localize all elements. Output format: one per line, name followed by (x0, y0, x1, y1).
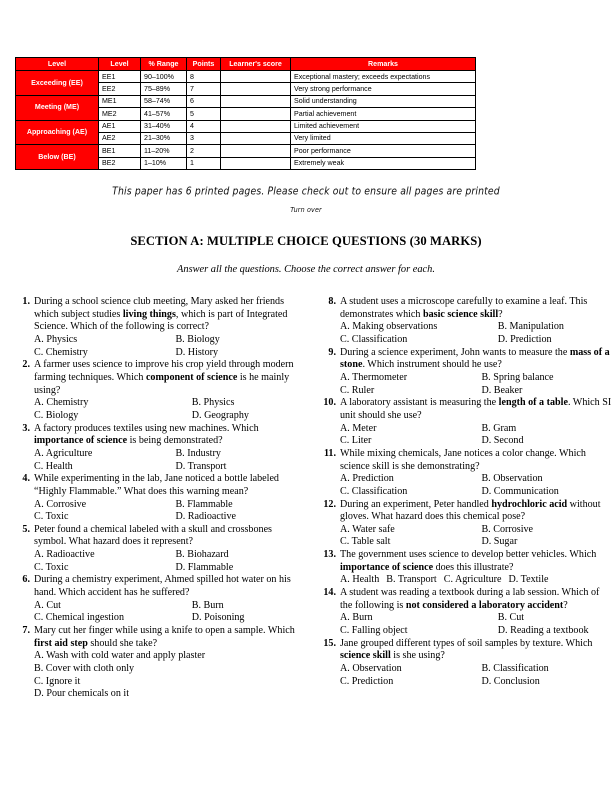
option-row (34, 688, 306, 701)
question-number: 8. (328, 296, 336, 307)
question-stem (340, 549, 612, 574)
section-a-heading: SECTION A: MULTIPLE CHOICE QUESTIONS (30 MARKS) (130, 234, 482, 248)
rubric-remarks: Partial achievement (291, 108, 476, 120)
question-stem (340, 397, 612, 422)
rubric-header-row (16, 58, 476, 71)
option-row (34, 600, 306, 613)
option-row (34, 448, 306, 461)
table-row (16, 71, 476, 83)
rubric-remarks: Poor performance (291, 145, 476, 157)
option-item[interactable]: D. Sugar (481, 536, 518, 548)
option-item[interactable]: C. Prediction (340, 675, 394, 687)
turn-over-note: Turn over (290, 205, 322, 215)
question-text: Jane grouped different types of soil samples by texture. Which (340, 637, 593, 649)
option-row (34, 650, 306, 663)
option-row (340, 676, 612, 689)
question-number: 9. (328, 346, 336, 358)
option-item[interactable]: B. Industry (175, 447, 221, 459)
option-list (340, 473, 612, 498)
rubric-learner-score[interactable] (221, 120, 291, 132)
table-row (16, 95, 476, 107)
option-row (34, 676, 306, 689)
question-item (16, 473, 306, 524)
rubric-learner-score[interactable] (221, 95, 291, 107)
rubric-level-group: Below (BE) (16, 145, 99, 170)
rubric-range: 75–89% (141, 83, 187, 95)
rubric-sublevel: ME2 (99, 108, 141, 120)
rubric-table (15, 57, 476, 170)
question-item (322, 296, 612, 347)
option-item[interactable]: B. Cover with cloth only (34, 663, 135, 675)
option-item[interactable]: A. Physics (34, 333, 78, 345)
question-text: Mary cut her finger while using a knife to open a sample. Which (34, 625, 295, 637)
option-row (340, 423, 612, 436)
question-keyword: hydrochloric acid (491, 498, 568, 510)
option-item[interactable]: B. Transport (386, 574, 437, 586)
option-item[interactable]: D. Second (481, 435, 524, 447)
question-keyword: not considered a laboratory accident (405, 599, 564, 611)
option-item[interactable]: D. History (175, 346, 219, 358)
option-item[interactable]: B. Observation (481, 473, 543, 485)
option-item[interactable]: B. Spring balance (481, 371, 554, 383)
rubric-range: 21–30% (141, 132, 187, 144)
question-text: , which is part of Integrated Science. Which of the following is correct? (34, 308, 288, 333)
option-item[interactable]: C. Classification (340, 333, 408, 345)
question-item (322, 549, 612, 587)
question-number: 13. (323, 549, 336, 561)
rubric-sublevel: ME1 (99, 95, 141, 107)
option-item[interactable]: A. Wash with cold water and apply plaster (34, 650, 206, 662)
rubric-points: 4 (187, 120, 221, 132)
option-list (34, 334, 306, 359)
option-row (340, 334, 612, 347)
rubric-learner-score[interactable] (221, 145, 291, 157)
question-text: should she take? (87, 637, 158, 649)
question-number: 15. (323, 637, 336, 649)
option-item[interactable]: B. Cut (497, 612, 525, 624)
question-number: 3. (22, 422, 30, 434)
option-item[interactable]: A. Thermometer (340, 371, 408, 383)
option-item[interactable]: D. Textile (508, 574, 549, 586)
question-body (340, 549, 612, 587)
option-row (34, 562, 306, 575)
question-text: While mixing chemicals, Jane notices a color change. Which science skill is she demonstrating? (340, 447, 586, 472)
option-item[interactable]: A. Cut (34, 599, 61, 611)
option-row (34, 549, 306, 562)
option-item[interactable]: D. Beaker (481, 384, 523, 396)
rubric-learner-score[interactable] (221, 71, 291, 83)
rubric-points: 6 (187, 95, 221, 107)
rubric-learner-score[interactable] (221, 83, 291, 95)
question-body (34, 473, 306, 524)
question-body (340, 638, 612, 689)
option-row (34, 461, 306, 474)
option-row (340, 385, 612, 398)
question-text: During an experiment, Peter handled (340, 498, 492, 510)
rubric-range: 90–100% (141, 71, 187, 83)
option-row (34, 663, 306, 676)
question-stem (34, 359, 306, 397)
option-item[interactable]: A. Radioactive (34, 549, 95, 561)
rubric-level-group: Approaching (AE) (16, 120, 99, 145)
option-item[interactable]: B. Classification (481, 663, 549, 675)
option-item[interactable]: B. Gram (481, 422, 517, 434)
option-row (340, 625, 612, 638)
rubric-level-group: Exceeding (EE) (16, 71, 99, 96)
option-row (340, 612, 612, 625)
option-list (34, 650, 306, 701)
question-body (34, 423, 306, 474)
question-text: without gloves. What hazard does this chemical pose? (340, 498, 601, 523)
question-body (340, 587, 612, 638)
option-item[interactable]: A. Observation (340, 663, 402, 675)
question-text: During a science experiment, John wants to measure the (340, 346, 570, 358)
rubric-points: 7 (187, 83, 221, 95)
rubric-points: 1 (187, 157, 221, 169)
question-item (322, 499, 612, 550)
option-item[interactable]: C. Health (34, 460, 73, 472)
question-text: Peter found a chemical labeled with a skull and crossbones symbol. What hazard does it represent? (34, 523, 272, 548)
option-item[interactable]: A. Chemistry (34, 397, 89, 409)
option-item[interactable]: C. Liter (340, 435, 372, 447)
option-list (34, 549, 306, 574)
option-item[interactable]: B. Biohazard (175, 549, 229, 561)
question-body (340, 448, 612, 499)
option-item[interactable]: B. Corrosive (481, 523, 534, 535)
option-row (340, 372, 612, 385)
question-stem (34, 574, 306, 599)
question-keyword: basic science skill (422, 308, 499, 320)
question-body (34, 296, 306, 359)
option-row (34, 334, 306, 347)
question-number: 1. (22, 296, 30, 307)
rubric-sublevel: AE2 (99, 132, 141, 144)
option-item[interactable]: A. Meter (340, 422, 377, 434)
question-stem (340, 499, 612, 524)
rubric-learner-score[interactable] (221, 132, 291, 144)
question-stem (34, 524, 306, 549)
option-row (34, 347, 306, 360)
question-item (16, 296, 306, 359)
rubric-learner-score[interactable] (221, 157, 291, 169)
option-row (34, 511, 306, 524)
option-item[interactable]: A. Burn (340, 612, 373, 624)
option-row (340, 321, 612, 334)
option-item[interactable]: C. Biology (34, 409, 79, 421)
option-item[interactable]: A. Agriculture (34, 447, 93, 459)
question-text: A farmer uses science to improve his crop yield through modern farming techniques. Which (34, 359, 294, 383)
question-stem (34, 473, 306, 498)
option-row (340, 574, 612, 587)
question-body (34, 359, 306, 422)
rubric-range: 58–74% (141, 95, 187, 107)
option-item[interactable]: C. Agriculture (443, 574, 502, 586)
option-list (340, 612, 612, 637)
rubric-remarks: Very limited (291, 132, 476, 144)
question-number: 5. (22, 523, 30, 535)
question-number: 2. (22, 359, 30, 371)
rubric-level-group: Meeting (ME) (16, 95, 99, 120)
question-text: While experimenting in the lab, Jane noticed a bottle labeled “Highly Flammable.” What does this warning mean? (34, 473, 279, 497)
option-list (340, 321, 612, 346)
rubric-remarks: Extremely weak (291, 157, 476, 169)
table-row (16, 145, 476, 157)
option-row (340, 473, 612, 486)
question-stem (340, 638, 612, 663)
option-list (340, 574, 612, 587)
question-item (16, 524, 306, 575)
question-text: ? (498, 308, 503, 320)
rubric-remarks: Solid understanding (291, 95, 476, 107)
question-keyword: component of science (145, 371, 238, 383)
question-stem (340, 587, 612, 612)
rubric-range: 31–40% (141, 120, 187, 132)
rubric-points: 2 (187, 145, 221, 157)
option-item[interactable]: B. Flammable (175, 498, 233, 510)
question-text: During a chemistry experiment, Ahmed spilled hot water on his hand. Which accident has he suffered? (34, 574, 291, 599)
question-body (34, 574, 306, 625)
question-text: is she using? (390, 650, 445, 662)
rubric-learner-score[interactable] (221, 108, 291, 120)
question-text: is being demonstrated? (127, 435, 223, 447)
option-row (34, 410, 306, 423)
question-keyword: importance of science (340, 561, 434, 573)
option-list (34, 499, 306, 524)
rubric-range: 11–20% (141, 145, 187, 157)
table-row (16, 120, 476, 132)
rubric-table-container (15, 57, 475, 170)
question-stem (34, 296, 306, 334)
question-text: ? (563, 599, 568, 611)
option-item[interactable]: A. Making observations (340, 321, 438, 333)
rubric-points: 5 (187, 108, 221, 120)
question-item (322, 448, 612, 499)
option-item[interactable]: B. Biology (175, 333, 220, 345)
question-body (340, 397, 612, 448)
question-keyword: science skill (340, 650, 391, 662)
option-item[interactable]: D. Pour chemicals on it (34, 688, 130, 700)
question-keyword: mass of a stone (340, 346, 610, 371)
option-row (34, 499, 306, 512)
option-item[interactable]: C. Chemical ingestion (34, 612, 124, 624)
question-keyword: length of a table (498, 397, 568, 409)
option-list (34, 600, 306, 625)
option-item[interactable]: D. Poisoning (191, 612, 245, 624)
rubric-range: 1–10% (141, 157, 187, 169)
question-number: 11. (323, 447, 336, 459)
question-stem (340, 448, 612, 473)
option-row (340, 435, 612, 448)
option-item[interactable]: B. Burn (191, 599, 224, 611)
question-item (16, 359, 306, 422)
rubric-remarks: Exceptional mastery; exceeds expectations (291, 71, 476, 83)
option-list (340, 663, 612, 688)
question-columns (0, 296, 612, 701)
option-item[interactable]: A. Corrosive (34, 498, 87, 510)
rubric-header-sublevel: Level (99, 58, 141, 71)
rubric-body (16, 71, 476, 170)
question-item (16, 574, 306, 625)
question-text: A factory produces textiles using new machines. Which (34, 422, 259, 434)
option-item[interactable]: D. Communication (481, 485, 559, 497)
question-number: 10. (323, 397, 336, 409)
option-row (340, 536, 612, 549)
question-body (34, 625, 306, 701)
question-stem (34, 625, 306, 650)
question-number: 7. (22, 625, 30, 637)
rubric-header-points: Points (187, 58, 221, 71)
option-row (34, 397, 306, 410)
option-list (34, 397, 306, 422)
question-item (16, 423, 306, 474)
option-item[interactable]: A. Prediction (340, 473, 394, 485)
option-list (34, 448, 306, 473)
option-list (340, 524, 612, 549)
question-body (34, 524, 306, 575)
question-item (322, 638, 612, 689)
rubric-range: 41–57% (141, 108, 187, 120)
rubric-header-learner-score: Learner's score (221, 58, 291, 71)
option-item[interactable]: C. Classification (340, 485, 408, 497)
rubric-header-remarks: Remarks (291, 58, 476, 71)
rubric-points: 3 (187, 132, 221, 144)
option-item[interactable]: D. Radioactive (175, 511, 236, 523)
option-item[interactable]: A. Water safe (340, 523, 395, 535)
option-row (34, 612, 306, 625)
printed-pages-note: This paper has 6 printed pages. Please check out to ensure all pages are printed (112, 185, 500, 198)
question-stem (340, 296, 612, 321)
option-item[interactable]: B. Manipulation (497, 321, 564, 333)
question-text: is he mainly using? (34, 371, 290, 396)
question-text: . Which instrument should he use? (362, 359, 502, 371)
question-body (340, 347, 612, 398)
option-row (340, 486, 612, 499)
option-item[interactable]: D. Reading a textbook (497, 625, 589, 637)
question-stem (340, 347, 612, 372)
option-item[interactable]: C. Table salt (340, 536, 391, 548)
question-body (340, 499, 612, 550)
question-text: A laboratory assistant is measuring the (340, 397, 499, 409)
rubric-remarks: Very strong performance (291, 83, 476, 95)
section-a-instruction: Answer all the questions. Choose the correct answer for each. (177, 264, 435, 275)
question-number: 12. (323, 498, 336, 510)
question-body (340, 296, 612, 347)
rubric-sublevel: AE1 (99, 120, 141, 132)
question-text: The government uses science to develop better vehicles. Which (340, 549, 597, 561)
question-text: . Which SI unit should she use? (340, 397, 612, 421)
rubric-remarks: Limited achievement (291, 120, 476, 132)
option-item[interactable]: C. Toxic (34, 561, 69, 573)
option-item[interactable]: C. Toxic (34, 511, 69, 523)
rubric-sublevel: BE1 (99, 145, 141, 157)
question-keyword: first aid step (34, 637, 88, 649)
option-item[interactable]: C. Falling object (340, 625, 408, 637)
question-text: does this illustrate? (433, 561, 514, 573)
option-item[interactable]: C. Ignore it (34, 675, 81, 687)
option-item[interactable]: B. Physics (191, 397, 235, 409)
question-column-left (16, 296, 306, 701)
question-stem (34, 423, 306, 448)
question-item (322, 347, 612, 398)
rubric-header-level: Level (16, 58, 99, 71)
rubric-header-range: % Range (141, 58, 187, 71)
rubric-sublevel: EE2 (99, 83, 141, 95)
question-item (322, 397, 612, 448)
option-item[interactable]: D. Transport (175, 460, 227, 472)
question-number: 14. (323, 587, 336, 599)
option-item[interactable]: D. Conclusion (481, 675, 540, 687)
rubric-points: 8 (187, 71, 221, 83)
question-text: A student was reading a textbook during a lab session. Which of the following is (340, 587, 600, 611)
rubric-sublevel: EE1 (99, 71, 141, 83)
question-keyword: living things (122, 308, 176, 320)
option-item[interactable]: A. Health (340, 574, 380, 586)
option-item[interactable]: C. Chemistry (34, 346, 88, 358)
option-row (340, 663, 612, 676)
question-keyword: importance of science (34, 435, 128, 447)
option-item[interactable]: D. Prediction (497, 333, 552, 345)
option-list (340, 372, 612, 397)
question-item (322, 587, 612, 638)
question-number: 4. (22, 473, 30, 485)
question-text: During a school science club meeting, Mary asked her friends which subject studies (34, 296, 285, 320)
rubric-sublevel: BE2 (99, 157, 141, 169)
option-row (340, 524, 612, 537)
option-list (340, 423, 612, 448)
question-number: 6. (22, 574, 30, 586)
option-item[interactable]: D. Flammable (175, 561, 234, 573)
option-item[interactable]: C. Ruler (340, 384, 375, 396)
option-item[interactable]: D. Geography (191, 409, 249, 421)
question-column-right (322, 296, 612, 701)
question-item (16, 625, 306, 701)
question-text: A student uses a microscope carefully to examine a leaf. This demonstrates which (340, 296, 588, 320)
